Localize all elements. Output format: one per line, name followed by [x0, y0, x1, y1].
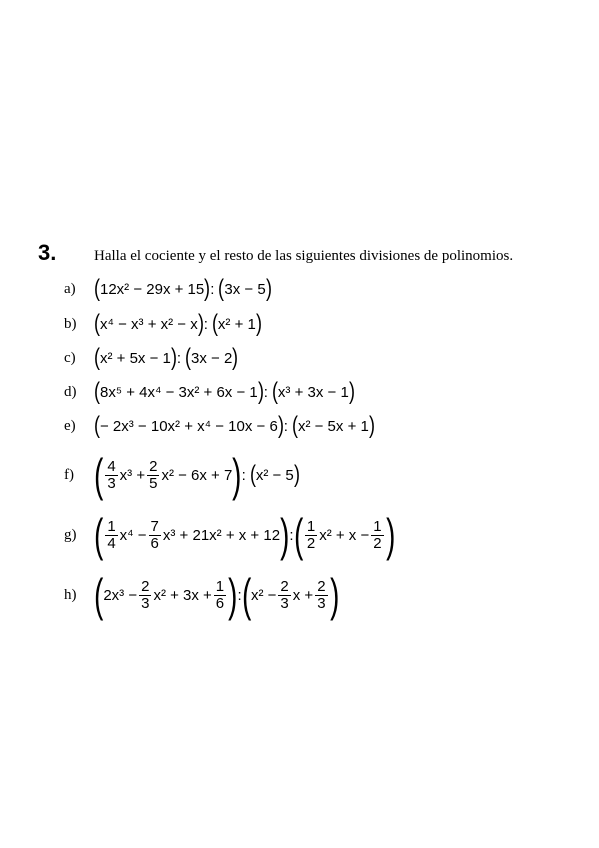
- division-expression: ( 12x² − 29x + 15 ) : ( 3x − 5 ): [94, 275, 272, 302]
- division-expression: ( $\frac{4}{3}$ x³ + $\frac{2}{5}$ x² − 6x + 7 ) : ( x² − 5 ): [94, 449, 300, 501]
- division-sign: :: [283, 417, 288, 435]
- division-expression: ( x⁴ − x³ + x² − x ) : ( x² + 1 ): [94, 310, 262, 337]
- divisor: 3x − 2: [191, 349, 233, 367]
- item-e: [64, 414, 375, 438]
- division-expression: ( 8x⁵ + 4x⁴ − 3x² + 6x − 1 ) : ( x³ + 3x − 1 ): [94, 378, 355, 405]
- item-a: [64, 277, 272, 301]
- fraction: $\frac{7}{6}$: [150, 517, 159, 552]
- divisor: x² + 1: [217, 315, 256, 333]
- division-sign: :: [203, 315, 208, 333]
- division-sign: :: [241, 466, 246, 484]
- division-sign: :: [176, 349, 182, 367]
- dividend: x² + 5x − 1: [100, 349, 171, 367]
- term: x² + 3x +: [153, 586, 212, 604]
- fraction: $\frac{2}{3}$: [317, 577, 326, 612]
- division-sign: :: [289, 526, 294, 544]
- term: 2x³ −: [103, 586, 138, 604]
- exercise-instruction: Halla el cociente y el resto de las siguientes divisiones de polinomios.: [94, 248, 514, 264]
- term: x⁴ −: [119, 526, 147, 544]
- item-c: [64, 346, 238, 370]
- item-label: b): [64, 315, 77, 332]
- item-label: f): [64, 466, 74, 483]
- fraction: $\frac{1}{2}$: [373, 517, 382, 552]
- divisor: 3x − 5: [224, 280, 266, 298]
- fraction: $\frac{2}{3}$: [141, 577, 150, 612]
- division-expression: ( x² + 5x − 1 ) : ( 3x − 2 ): [94, 344, 239, 371]
- item-label: e): [64, 417, 76, 434]
- fraction: $\frac{4}{3}$: [107, 457, 116, 492]
- fraction: $\frac{1}{6}$: [215, 577, 225, 612]
- term: x +: [292, 586, 314, 604]
- item-label: a): [64, 280, 76, 297]
- dividend: 12x² − 29x + 15: [100, 280, 205, 298]
- exercise-header: [38, 240, 513, 266]
- item-h: [64, 569, 339, 621]
- division-expression: ( 2x³ − $\frac{2}{3}$ x² + 3x + $\frac{1}{6}$ ) : ( x² − $\frac{2}{3}$ x + $\frac{2}{3}$ ): [94, 569, 339, 621]
- item-f: [64, 449, 300, 501]
- term: x² −: [250, 586, 277, 604]
- dividend: − 2x³ − 10x² + x⁴ − 10x − 6: [100, 417, 278, 435]
- item-label: c): [64, 349, 76, 366]
- item-b: [64, 312, 262, 336]
- item-label: g): [64, 526, 77, 543]
- divisor: x² − 5x + 1: [297, 417, 369, 435]
- division-expression: ( $\frac{1}{4}$ x⁴ − $\frac{7}{6}$ x³ + 21x² + x + 12 ) : ( $\frac{1}{2}$ x² + x − $\frac{1}{2}$ ): [94, 509, 395, 561]
- dividend: x⁴ − x³ + x² − x: [100, 315, 198, 333]
- term: x³ + 21x² + x + 12: [162, 526, 281, 544]
- division-expression: ( − 2x³ − 10x² + x⁴ − 10x − 6 ) : ( x² − 5x + 1 ): [94, 412, 375, 439]
- item-label: h): [64, 586, 77, 603]
- item-label: d): [64, 383, 77, 400]
- fraction: $\frac{2}{5}$: [149, 457, 158, 492]
- item-d: [64, 380, 355, 404]
- exercise-number: 3.: [38, 240, 57, 265]
- divisor: x³ + 3x − 1: [277, 383, 349, 401]
- term: x² − 6x + 7: [161, 466, 233, 484]
- division-sign: :: [263, 383, 268, 401]
- item-g: [64, 509, 395, 561]
- dividend: 8x⁵ + 4x⁴ − 3x² + 6x − 1: [100, 383, 258, 401]
- division-sign: :: [237, 586, 242, 604]
- term: x³ +: [119, 466, 146, 484]
- fraction: $\frac{1}{4}$: [107, 517, 116, 552]
- divisor: x² − 5: [255, 466, 294, 484]
- fraction: $\frac{2}{3}$: [280, 577, 289, 612]
- fraction: $\frac{1}{2}$: [306, 517, 316, 552]
- division-sign: :: [210, 280, 215, 298]
- term: x² + x −: [319, 526, 370, 544]
